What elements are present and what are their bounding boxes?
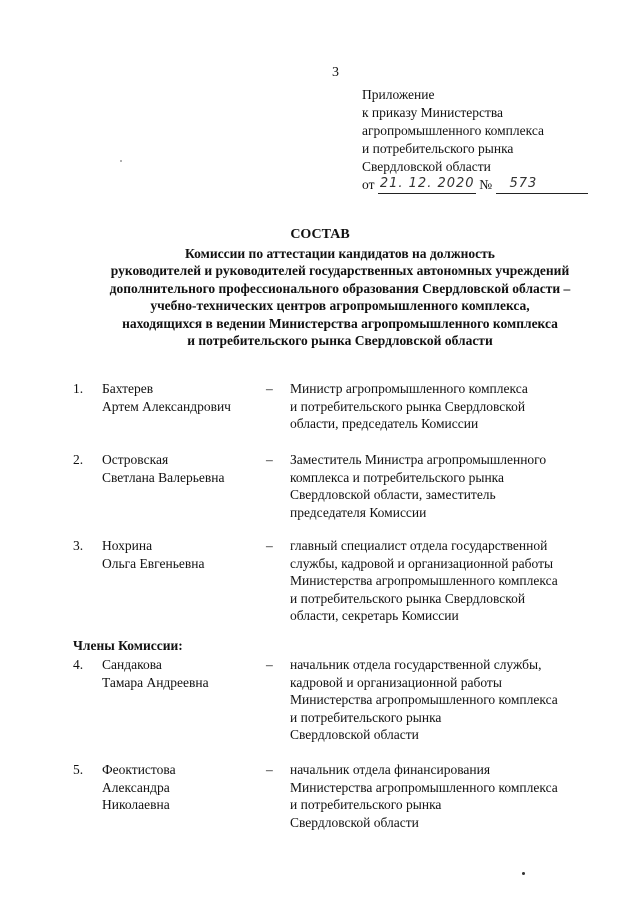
subtitle-line: Комиссии по аттестации кандидатов на должность bbox=[185, 246, 495, 261]
handwritten-date: 21. 12. 2020 bbox=[379, 176, 475, 191]
members-heading: Члены Комиссии: bbox=[73, 638, 183, 653]
role-line: области, секретарь Комиссии bbox=[290, 608, 459, 624]
entry-role bbox=[290, 656, 620, 744]
appendix-line: агропромышленного комплекса bbox=[362, 123, 544, 138]
role-line: и потребительского рынка bbox=[290, 709, 442, 725]
role-line: председателя Комиссии bbox=[290, 504, 427, 520]
entry-number: 2. bbox=[73, 452, 84, 467]
entry-role bbox=[290, 451, 620, 521]
role-line: Министр агропромышленного комплекса bbox=[290, 381, 528, 396]
role-line: области, председатель Комиссии bbox=[290, 416, 479, 432]
date-number-line bbox=[362, 176, 588, 194]
appendix-line: к приказу Министерства bbox=[362, 105, 504, 120]
entry-name bbox=[102, 656, 262, 691]
entry-number: 5. bbox=[73, 762, 84, 777]
entry-dash: – bbox=[266, 538, 273, 553]
appendix-line: Приложение bbox=[362, 87, 435, 102]
number-prefix: № bbox=[479, 177, 493, 192]
name-line: Артем Александрович bbox=[102, 398, 231, 414]
name-line: Ольга Евгеньевна bbox=[102, 555, 205, 571]
subtitle-line: учебно-технических центров агропромышленного комплекса, bbox=[150, 298, 530, 314]
subtitle-line: дополнительного профессионального образования Свердловской области – bbox=[109, 280, 571, 296]
entry-role bbox=[290, 761, 620, 831]
entry-name bbox=[102, 451, 262, 486]
name-line: Николаевна bbox=[102, 797, 170, 813]
role-line: Свердловской области, заместитель bbox=[290, 487, 496, 503]
entry-dash: – bbox=[266, 452, 273, 467]
role-line: Свердловской области bbox=[290, 727, 419, 743]
name-line: Сандакова bbox=[102, 657, 162, 672]
scan-speck bbox=[120, 160, 122, 162]
name-line: Островская bbox=[102, 452, 169, 467]
entry-number: 1. bbox=[73, 381, 84, 396]
entry-name bbox=[102, 380, 262, 415]
name-line: Александра bbox=[102, 779, 170, 795]
role-line: Заместитель Министра агропромышленного bbox=[290, 452, 547, 467]
entry-number: 4. bbox=[73, 657, 84, 672]
subtitle-line: руководителей и руководителей государственных автономных учреждений bbox=[110, 263, 570, 279]
name-line: Светлана Валерьевна bbox=[102, 469, 225, 485]
role-line: комплекса и потребительского рынка bbox=[290, 469, 505, 485]
subtitle-line: находящихся в ведении Министерства агропромышленного комплекса bbox=[122, 315, 558, 331]
role-line: и потребительского рынка Свердловской bbox=[290, 398, 526, 414]
role-line: начальник отдела финансирования bbox=[290, 762, 491, 777]
role-line: Свердловской области bbox=[290, 814, 419, 830]
entry-role bbox=[290, 380, 620, 433]
name-line: Бахтерев bbox=[102, 381, 154, 396]
date-field bbox=[378, 177, 476, 194]
appendix-line: Свердловской области bbox=[362, 159, 491, 174]
number-field bbox=[496, 177, 588, 194]
scan-speck bbox=[522, 872, 525, 875]
entry-dash: – bbox=[266, 762, 273, 777]
role-line: службы, кадровой и организационной работы bbox=[290, 555, 554, 571]
role-line: и потребительского рынка bbox=[290, 797, 442, 813]
role-line: Министерства агропромышленного комплекса bbox=[290, 779, 558, 795]
document-title: СОСТАВ bbox=[290, 227, 350, 242]
entry-number: 3. bbox=[73, 538, 84, 553]
entry-dash: – bbox=[266, 657, 273, 672]
page-number: 3 bbox=[332, 65, 339, 80]
role-line: кадровой и организационной работы bbox=[290, 674, 502, 690]
subtitle-line: и потребительского рынка Свердловской области bbox=[187, 333, 493, 349]
appendix-line: и потребительского рынка bbox=[362, 141, 514, 156]
role-line: начальник отдела государственной службы, bbox=[290, 657, 542, 672]
role-line: Министерства агропромышленного комплекса bbox=[290, 573, 558, 589]
role-line: Министерства агропромышленного комплекса bbox=[290, 692, 558, 708]
document-subtitle bbox=[60, 245, 620, 349]
name-line: Нохрина bbox=[102, 538, 153, 553]
date-prefix: от bbox=[362, 177, 375, 192]
name-line: Феоктистова bbox=[102, 762, 176, 777]
entry-dash: – bbox=[266, 381, 273, 396]
entry-role bbox=[290, 537, 620, 625]
entry-name bbox=[102, 761, 262, 814]
appendix-block bbox=[362, 86, 588, 194]
entry-name bbox=[102, 537, 262, 572]
role-line: главный специалист отдела государственной bbox=[290, 538, 548, 553]
handwritten-number: 573 bbox=[509, 176, 538, 191]
name-line: Тамара Андреевна bbox=[102, 674, 209, 690]
role-line: и потребительского рынка Свердловской bbox=[290, 590, 526, 606]
